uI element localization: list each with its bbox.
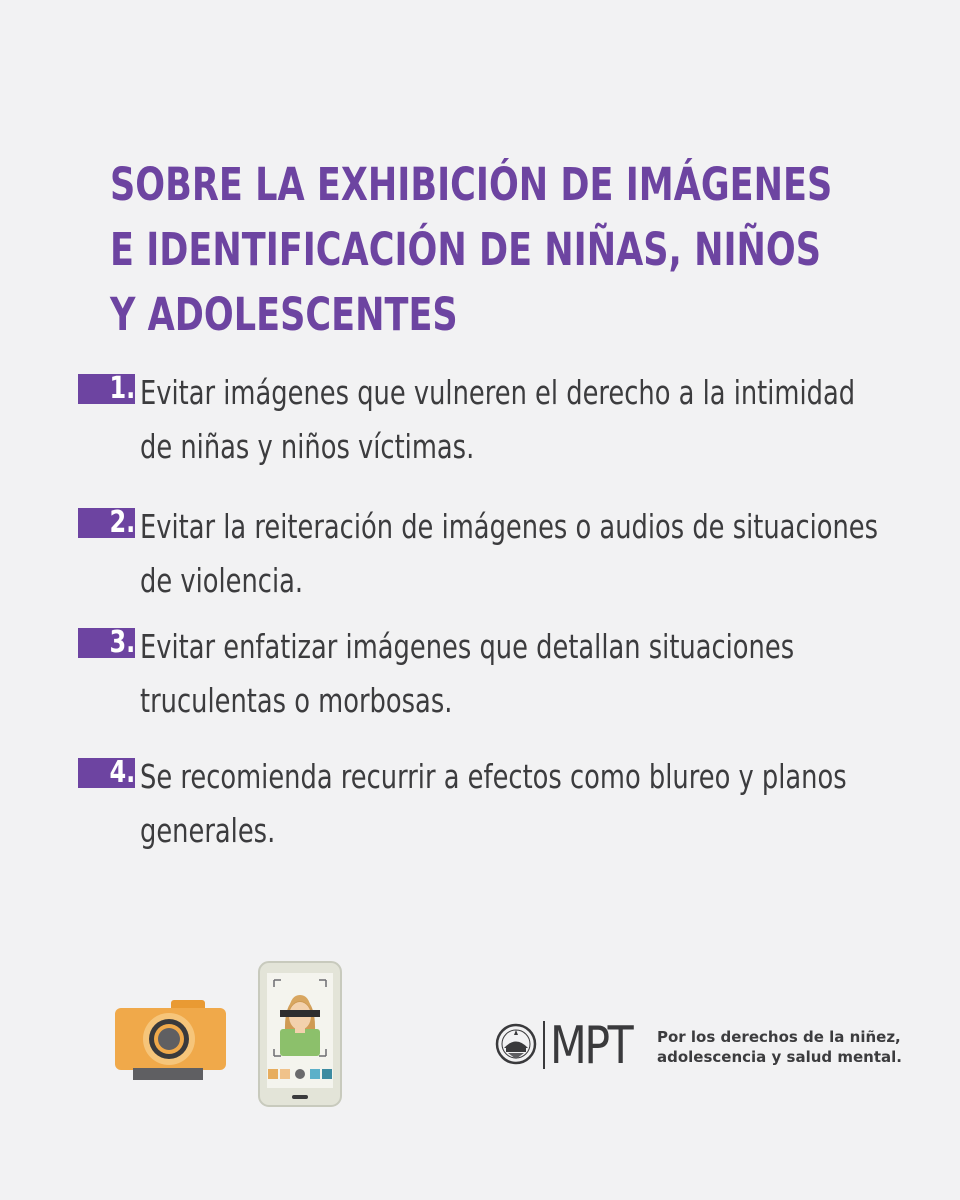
phone-blurred-photo-icon [258, 961, 342, 1107]
tagline [657, 1027, 947, 1067]
camera-icon [113, 998, 228, 1083]
mpt-logo [495, 1017, 645, 1075]
title-line: E IDENTIFICACIÓN DE NIÑAS, NIÑOS [110, 223, 822, 276]
item-text [140, 500, 879, 608]
item-text-line: de violencia. [140, 561, 304, 600]
item-text-line: de niñas y niños víctimas. [140, 427, 475, 466]
provincial-seal-icon [495, 1023, 537, 1065]
item-text-line: truculentas o morbosas. [140, 681, 453, 720]
item-text [140, 366, 856, 474]
number-tab [78, 755, 135, 790]
tagline-line: adolescencia y salud mental. [657, 1048, 902, 1066]
number-tab [78, 371, 135, 406]
logo-divider [543, 1021, 545, 1069]
item-text-line: Evitar la reiteración de imágenes o audios de situaciones [140, 507, 879, 546]
item-number: 4. [109, 755, 135, 790]
item-text-line: Evitar imágenes que vulneren el derecho a la intimidad [140, 373, 856, 412]
item-text-line: Evitar enfatizar imágenes que detallan situaciones [140, 627, 795, 666]
logo-text: MPT [550, 1016, 632, 1076]
title-line: SOBRE LA EXHIBICIÓN DE IMÁGENES [110, 158, 833, 211]
item-number: 2. [109, 505, 135, 540]
title-line: Y ADOLESCENTES [110, 288, 458, 341]
item-text [140, 620, 842, 728]
item-text-line: generales. [140, 811, 276, 850]
item-number: 3. [109, 625, 135, 660]
item-number: 1. [109, 371, 135, 406]
item-text-line: Se recomienda recurrir a efectos como blureo y planos [140, 757, 847, 796]
number-tab [78, 625, 135, 660]
number-tab [78, 505, 135, 540]
page-title [110, 152, 833, 347]
tagline-line: Por los derechos de la niñez, [657, 1028, 901, 1046]
item-text [140, 750, 847, 858]
